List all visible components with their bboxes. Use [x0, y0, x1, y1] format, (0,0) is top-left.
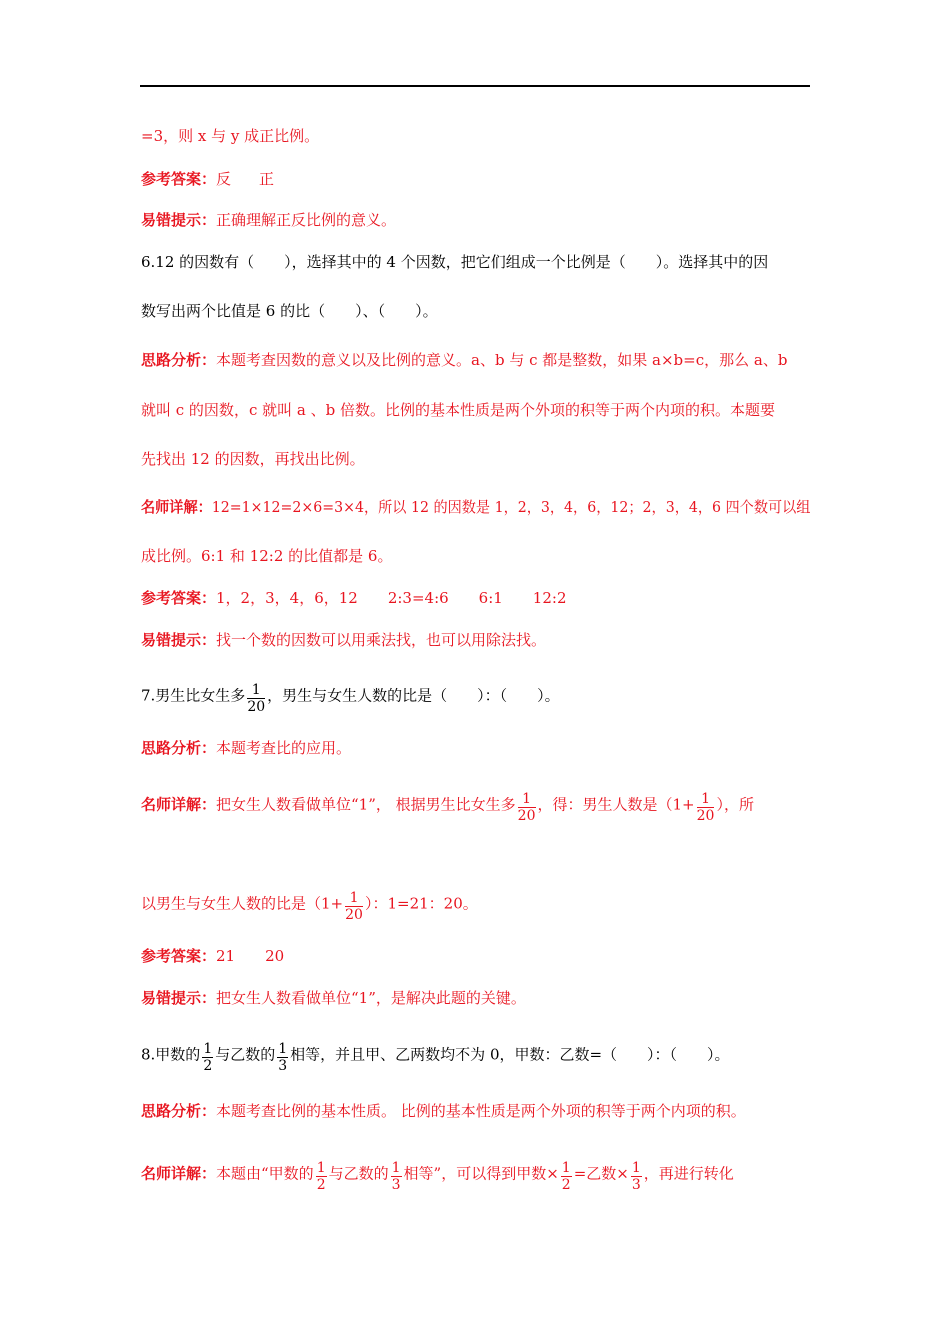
detail-6-line-2: 成比例。6:1 和 12:2 的比值都是 6。 — [141, 547, 393, 565]
text-line: =3，则 x 与 y 成正比例。 — [141, 127, 320, 145]
fraction: $\frac{1}{3}$ — [631, 1160, 641, 1193]
fraction: $\frac{1}{2}$ — [203, 1041, 213, 1074]
answer-line: 参考答案：反 正 — [141, 170, 275, 188]
fraction: $\frac{1}{20}$ — [517, 791, 536, 824]
fraction: $\frac{1}{3}$ — [391, 1160, 401, 1193]
answer-7-line: 参考答案：21 20 — [141, 947, 285, 965]
fraction: $\frac{1}{20}$ — [345, 890, 363, 923]
question-8-line: 8.甲数的 $\frac{1}{2}$ 与乙数的 $\frac{1}{3}$ 相等，并且甲、乙两数均不为 0，甲数：乙数=（ ）：（ ）。 — [141, 1041, 730, 1074]
analysis-6-line-2: 就叫 c 的因数，c 就叫 a 、b 倍数。比例的基本性质是两个外项的积等于两个内项的积。本题要 — [141, 401, 775, 419]
fraction: $\frac{1}{2}$ — [316, 1160, 326, 1193]
analysis-6-line-3: 先找出 12 的因数，再找出比例。 — [141, 450, 365, 468]
detail-7-line-2: 以男生与女生人数的比是（1+ $\frac{1}{20}$ ）：1=21：20。 — [141, 890, 478, 923]
header-rule — [140, 85, 810, 87]
detail-6-line-1: 名师详解：12=1×12=2×6=3×4，所以 12 的因数是 1，2，3，4，6，12；2，3，4，6 四个数可以组 — [141, 498, 811, 516]
answer-6-line: 参考答案：1，2，3，4，6，12 2:3=4:6 6:1 12:2 — [141, 589, 567, 607]
fraction: $\frac{1}{2}$ — [561, 1160, 571, 1193]
question-7-line: 7.男生比女生多 $\frac{1}{20}$ ，男生与女生人数的比是（ ）：（ ）。 — [141, 682, 560, 715]
fraction: $\frac{1}{20}$ — [247, 682, 266, 715]
fraction: $\frac{1}{20}$ — [696, 791, 715, 824]
analysis-8-line: 思路分析：本题考查比例的基本性质。 比例的基本性质是两个外项的积等于两个内项的积。 — [141, 1102, 746, 1120]
tip-7-line: 易错提示：把女生人数看做单位“1”，是解决此题的关键。 — [141, 989, 526, 1007]
question-6-line-2: 数写出两个比值是 6 的比（ ）、（ ）。 — [141, 302, 438, 320]
tip-line: 易错提示：正确理解正反比例的意义。 — [141, 211, 397, 229]
detail-7-line-1: 名师详解：把女生人数看做单位“1”， 根据男生比女生多 $\frac{1}{20}$ ，得：男生人数是（1+ $\frac{1}{20}$ ），所 — [141, 791, 754, 824]
question-6-line-1: 6.12 的因数有（ ），选择其中的 4 个因数，把它们组成一个比例是（ ）。选择其中的因 — [141, 253, 769, 271]
detail-8-line: 名师详解：本题由“甲数的 $\frac{1}{2}$ 与乙数的 $\frac{1}{3}$ 相等”，可以得到甲数× $\frac{1}{2}$ =乙数× $\frac{1}{3}$ ，再进行转化 — [141, 1160, 734, 1193]
analysis-7-line: 思路分析：本题考查比的应用。 — [141, 739, 352, 757]
analysis-6-line-1: 思路分析：本题考查因数的意义以及比例的意义。a、b 与 c 都是整数，如果 a×b=c，那么 a、b — [141, 351, 788, 369]
tip-6-line: 易错提示：找一个数的因数可以用乘法找，也可以用除法找。 — [141, 631, 547, 649]
fraction: $\frac{1}{3}$ — [278, 1041, 288, 1074]
